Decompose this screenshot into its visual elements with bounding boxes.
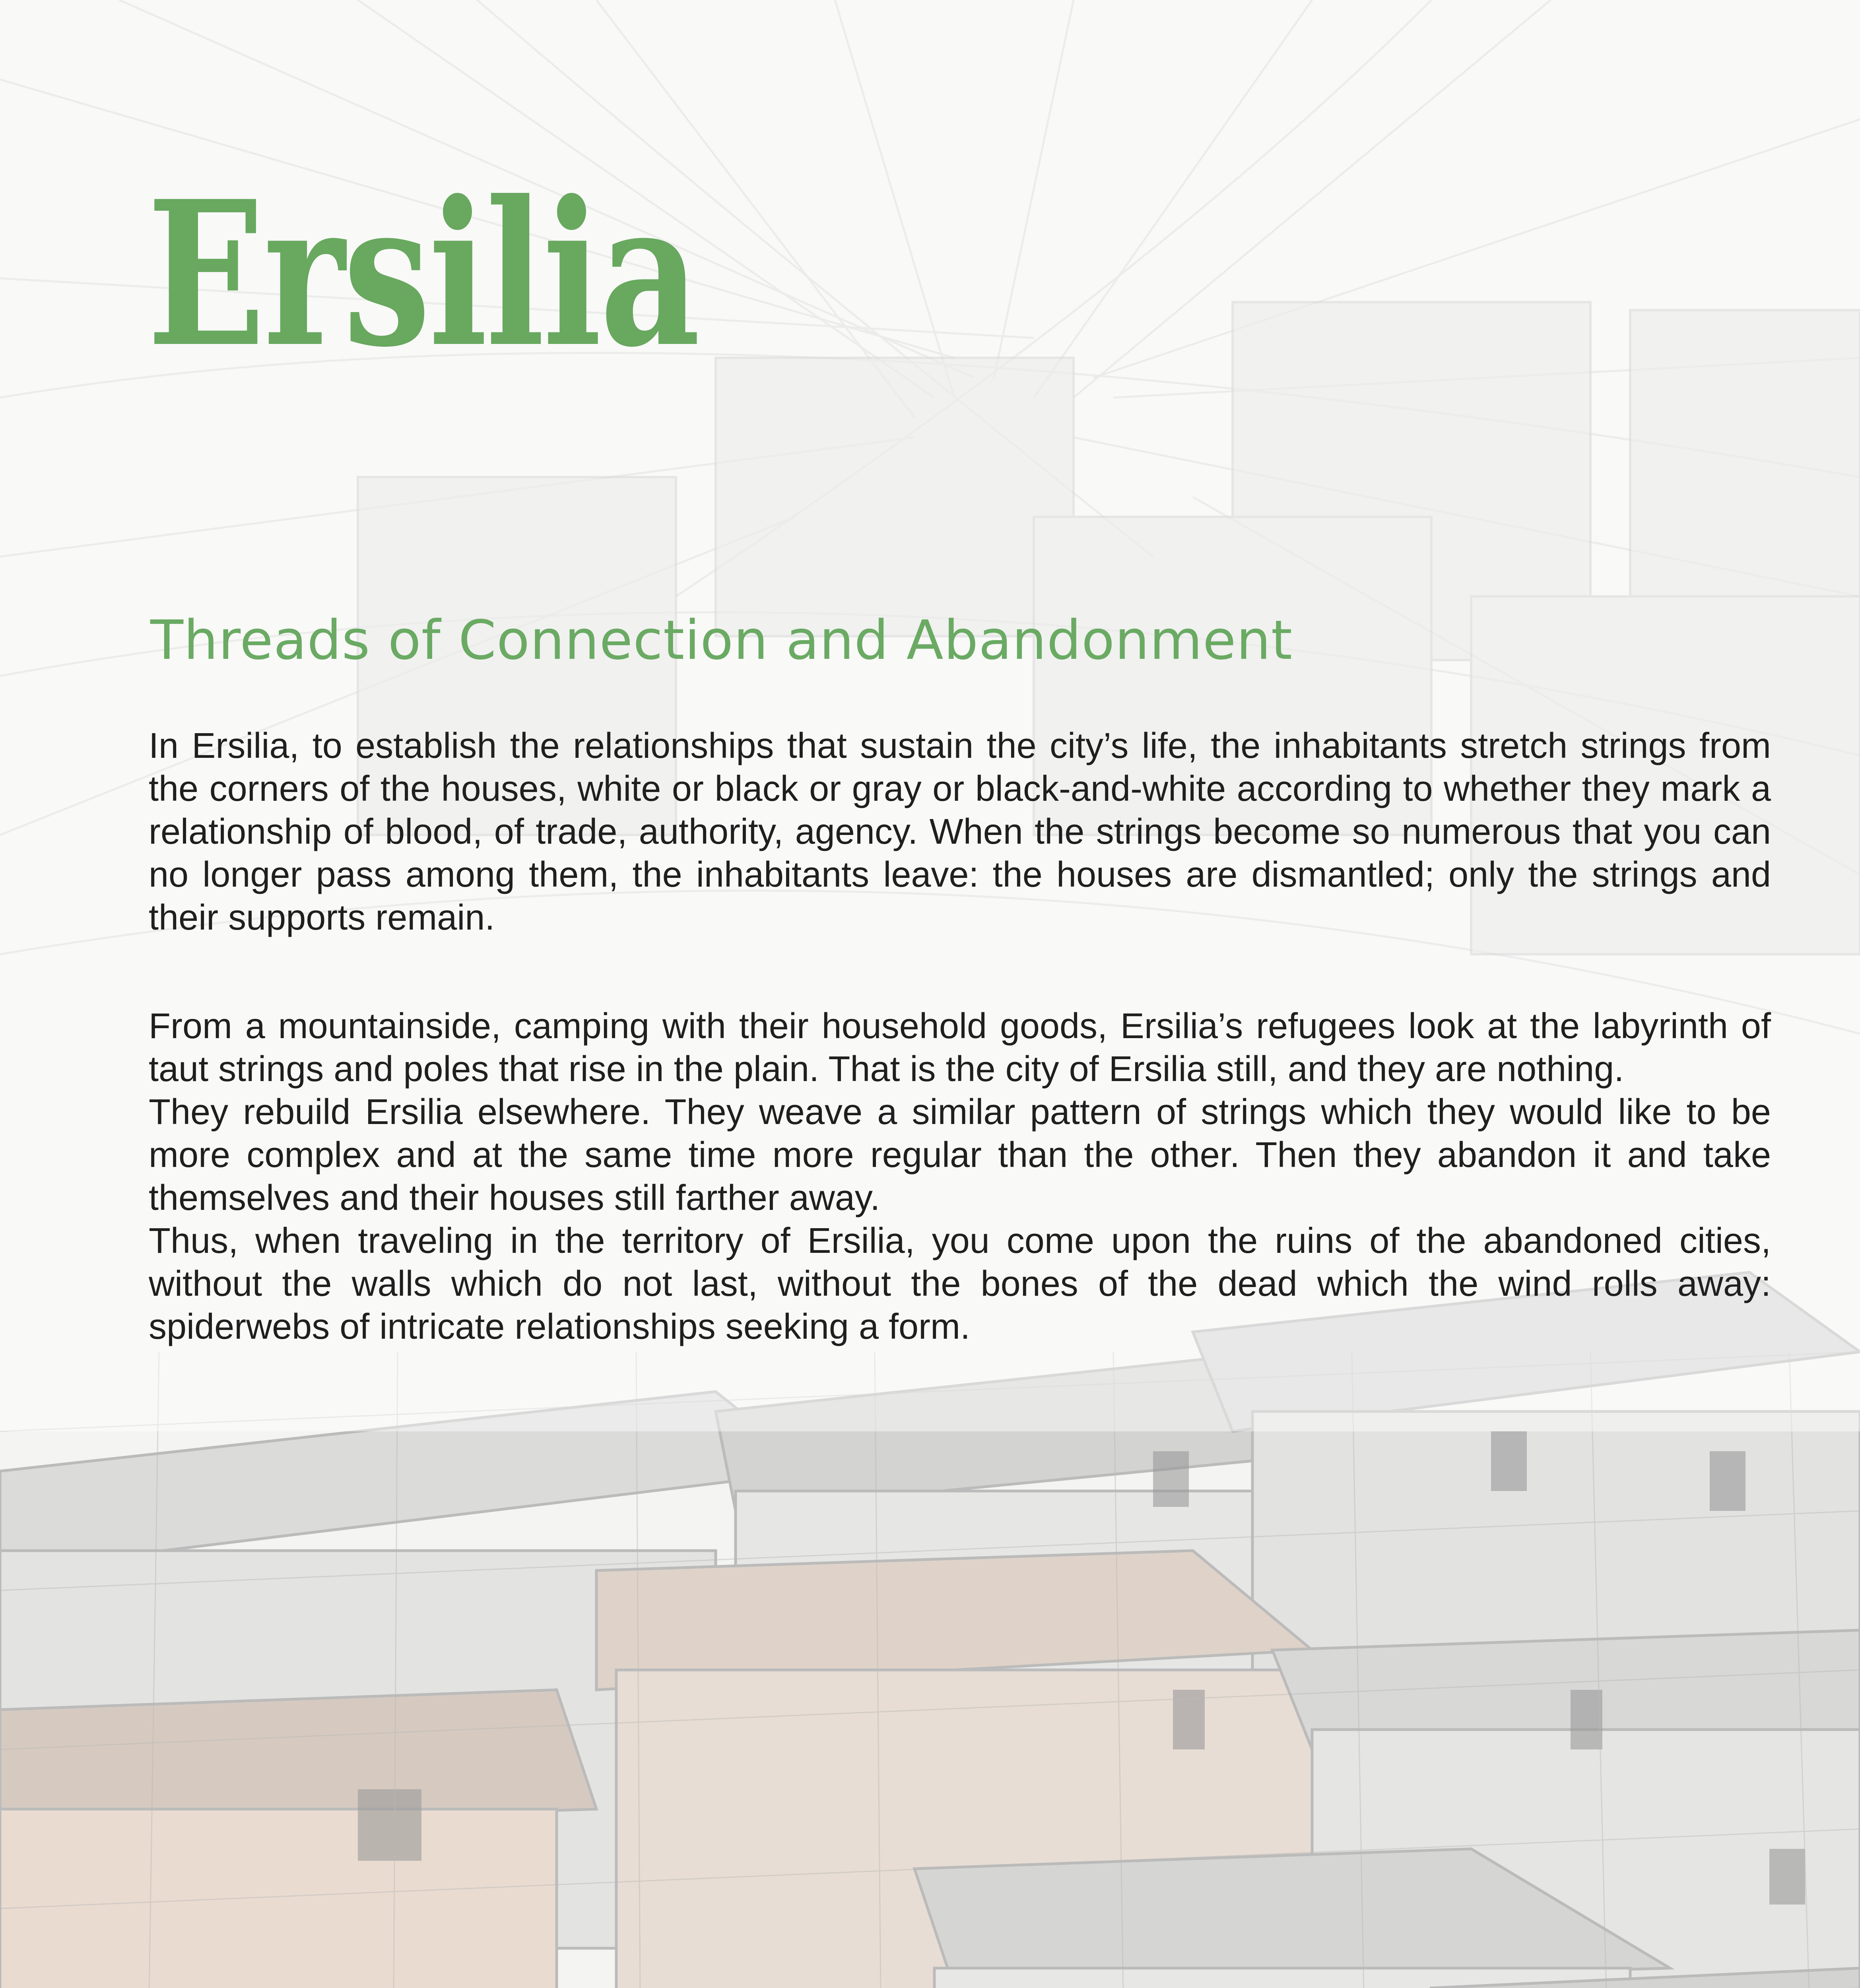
section-subtitle: Threads of Connection and Abandonment xyxy=(150,609,1293,672)
paragraph: In Ersilia, to establish the relationships that sustain the city’s life, the inhabitants stretch strings from the corners of the houses, white or black or gray or black-and-white according to whether they mark a relationship of blood, of trade, authority, agency. When the strings become so numerous that you can no longer pass among them, the inhabitants leave: the houses are dismantled; only the strings and their supports remain. xyxy=(149,726,1771,938)
paragraph: They rebuild Ersilia elsewhere. They weave a similar pattern of strings which they would like to be more complex and at the same time more regular than the other. Then they abandon it and take themselves and their houses still farther away. xyxy=(149,1092,1771,1218)
page-title: Ersilia xyxy=(147,157,699,391)
paragraph: Thus, when traveling in the territory of Ersilia, you come upon the ruins of the abandoned cities, without the walls which do not last, without the bones of the dead which the wind rolls away: spiderwebs of intricate relationships seeking a form. xyxy=(149,1221,1771,1347)
paragraph: From a mountainside, camping with their household goods, Ersilia’s refugees look at the labyrinth of taut strings and poles that rise in the plain. That is the city of Ersilia still, and they are nothing. xyxy=(149,1006,1771,1089)
